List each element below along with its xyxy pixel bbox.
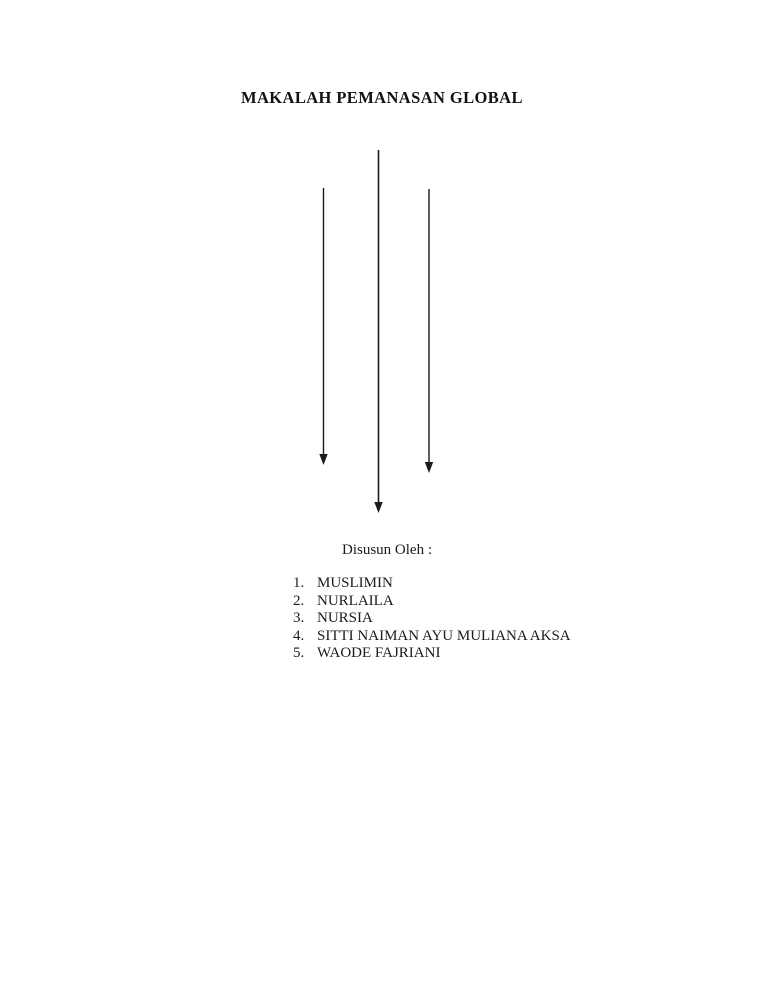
author-name: NURSIA — [317, 610, 373, 626]
author-list-item — [293, 610, 571, 628]
author-list — [293, 575, 571, 663]
byline-label: Disusun Oleh : — [342, 542, 432, 558]
author-name: WAODE FAJRIANI — [317, 645, 441, 661]
author-name: MUSLIMIN — [317, 575, 393, 591]
author-number: 3. — [293, 610, 305, 626]
author-number: 5. — [293, 645, 305, 661]
down-arrow-right-icon — [425, 189, 433, 473]
down-arrow-middle-icon — [374, 150, 382, 513]
author-list-item — [293, 628, 571, 646]
author-number: 1. — [293, 575, 305, 591]
author-list-item — [293, 575, 571, 593]
author-number: 2. — [293, 592, 305, 609]
author-name: SITTI NAIMAN AYU MULIANA AKSA — [317, 627, 571, 644]
author-list-item — [293, 593, 571, 611]
author-number: 4. — [293, 627, 305, 644]
page-title: MAKALAH PEMANASAN GLOBAL — [241, 88, 523, 107]
author-name: NURLAILA — [317, 592, 394, 609]
down-arrow-left-icon — [319, 188, 327, 465]
author-list-item — [293, 645, 571, 663]
